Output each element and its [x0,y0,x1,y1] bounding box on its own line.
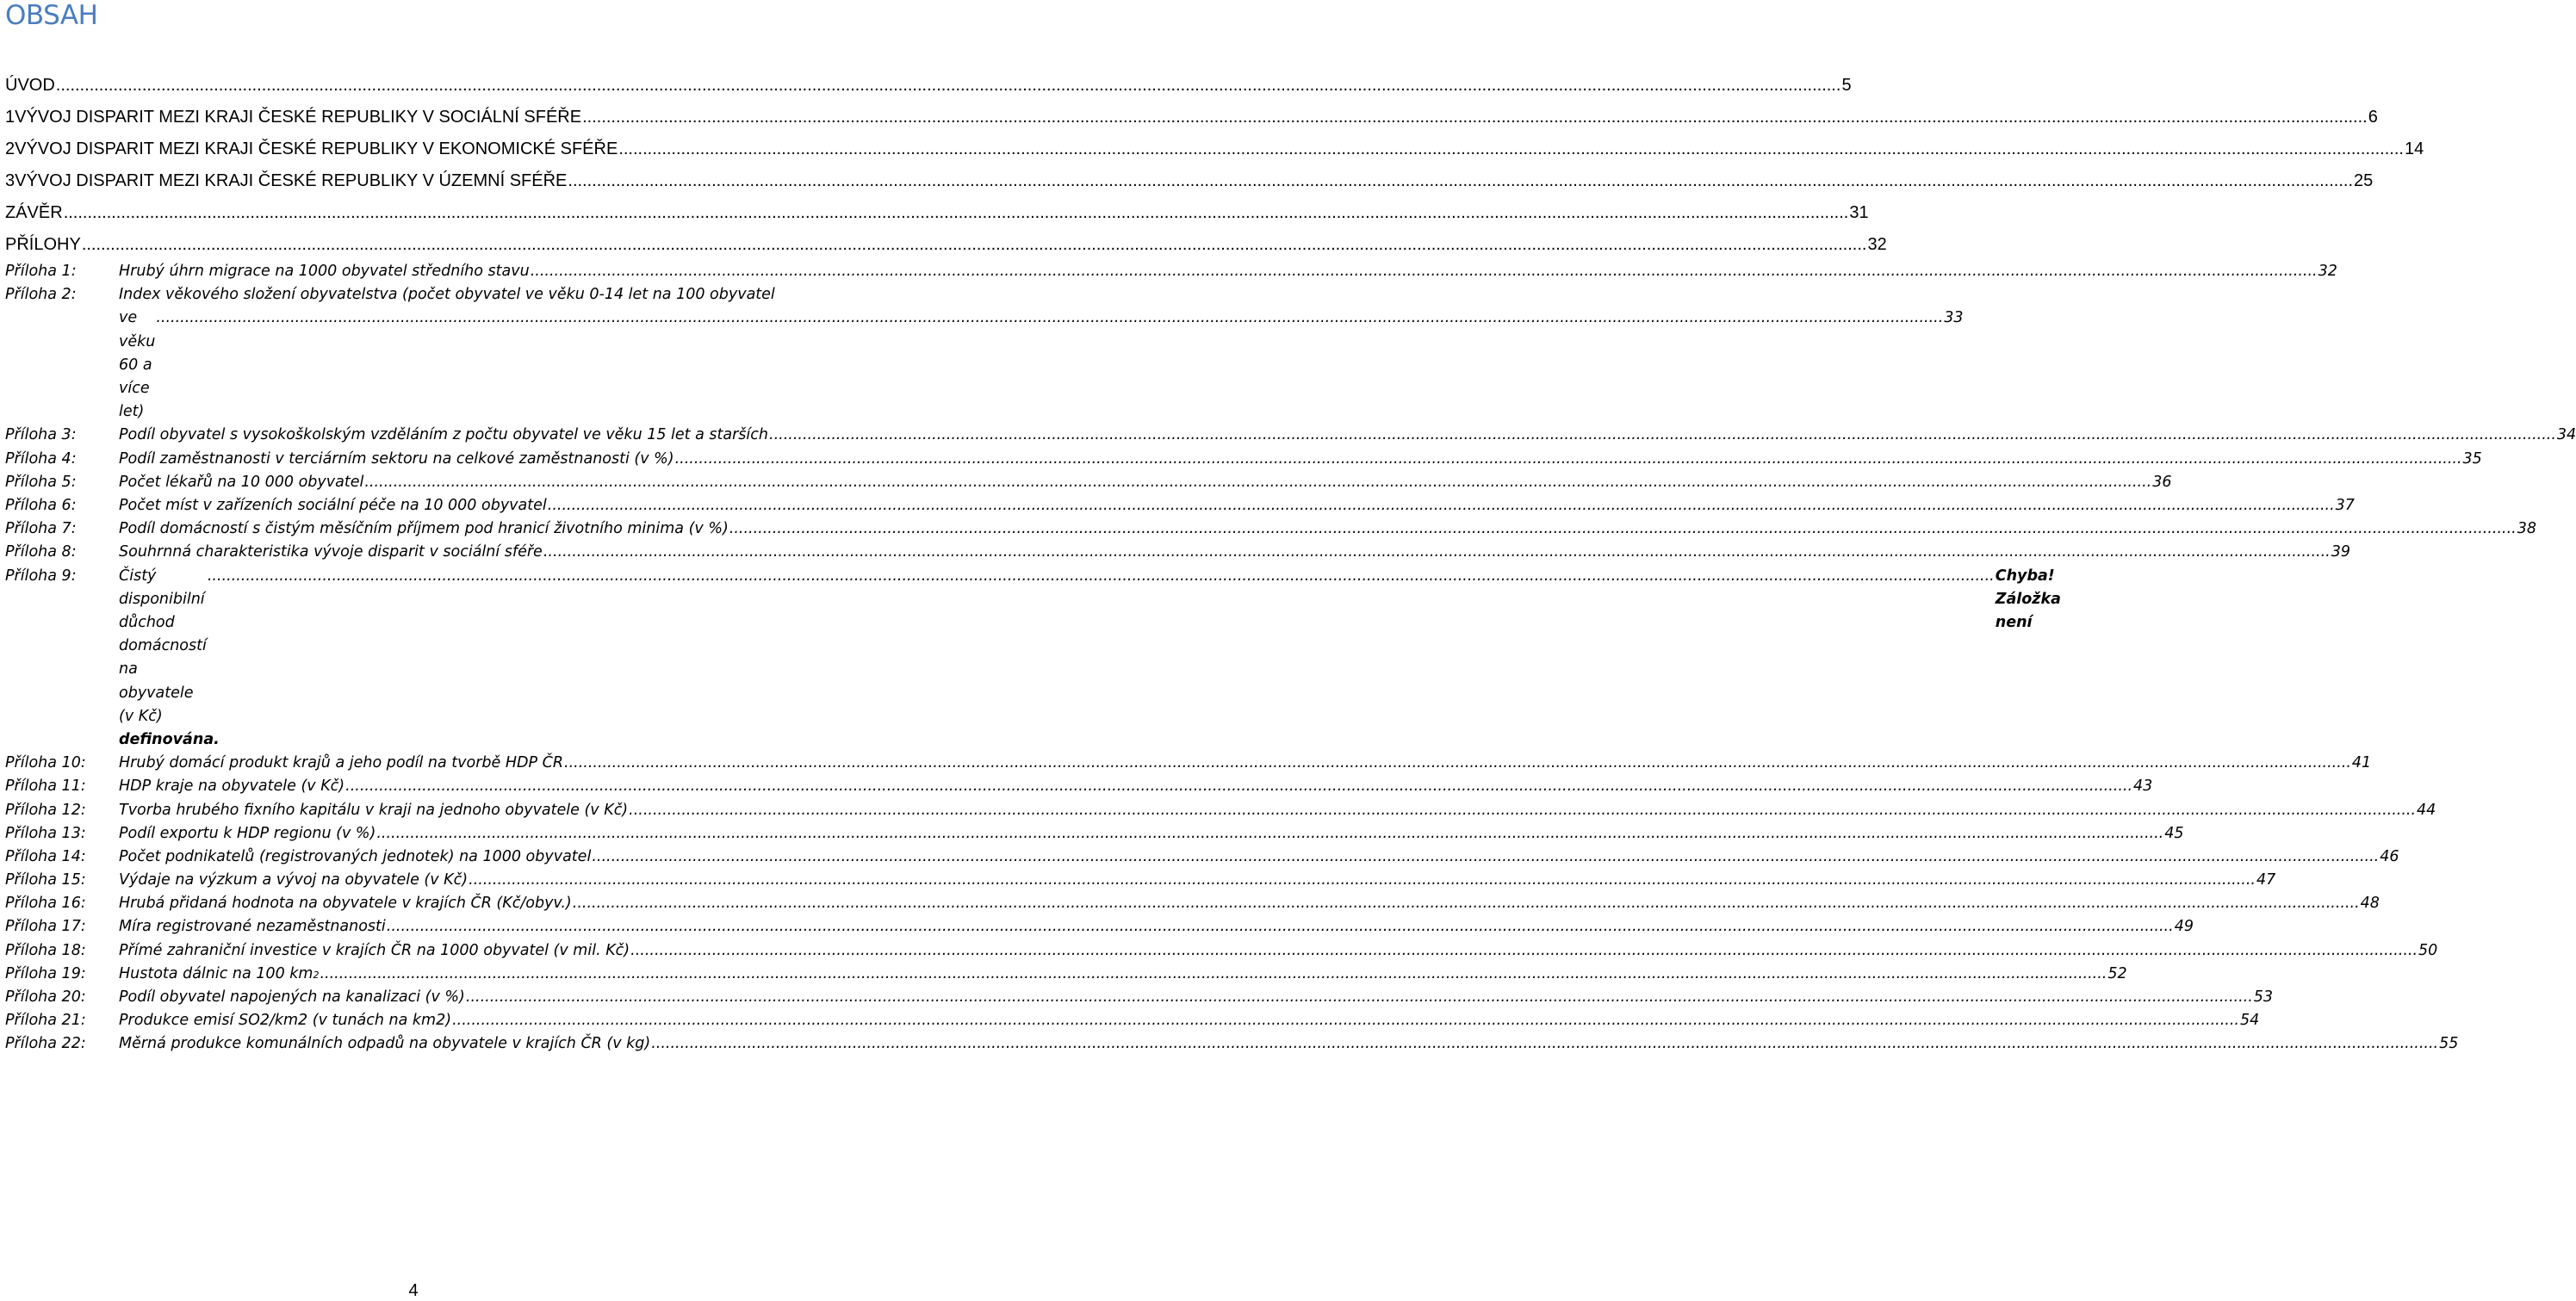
toc-entry-page: 5 [1841,76,1852,95]
appendix-page: 37 [2335,496,2355,514]
dot-leader [630,939,2418,963]
appendix-label: Příloha 3: [5,426,77,444]
appendix-label: Příloha 19: [5,964,86,982]
appendix-text: Čistý disponibilní důchod domácností na obyvatele (v Kč) [119,567,207,725]
appendix-label: Příloha 12: [5,801,86,819]
appendix-entry[interactable] [5,1009,2260,1032]
appendix-entry[interactable] [5,517,2536,541]
appendix-label: Příloha 15: [5,871,86,889]
toc-entry-page: 32 [1867,235,1887,254]
appendix-entry[interactable] [5,869,2276,892]
dot-leader [452,1009,2239,1032]
dot-leader [387,915,2174,939]
dot-leader [769,424,2556,447]
appendix-page: 54 [2239,1012,2260,1030]
toc-entry-page: 25 [2354,171,2374,190]
dot-leader [64,197,1849,229]
appendix-entry[interactable] [5,963,2127,986]
appendix-entry[interactable] [5,424,2576,447]
dot-leader [568,165,2353,197]
toc-entry-number: 2 [5,139,16,158]
dot-leader [543,541,2331,564]
appendix-text: Podíl zaměstnanosti v terciárním sektoru na celkové zaměstnanosti (v %) [119,449,674,468]
appendix-text: Podíl domácností s čistým měsíčním příjmem pod hranicí životního minima (v %) [119,520,729,538]
toc-entry[interactable] [5,197,1869,229]
dot-leader [364,471,2151,494]
appendix-entry[interactable] [5,846,2399,869]
dot-leader [376,822,2163,846]
bookmark-error: Chyba! Záložka není [1995,567,2061,631]
appendix-label: Příloha 14: [5,847,86,865]
appendix-text: Souhrnná charakteristika vývoje disparit v sociální sféře [119,543,543,561]
table-of-contents [5,70,2424,261]
appendix-text: Míra registrované nezaměstnanosti [119,918,386,936]
toc-entry-page: 14 [2404,139,2424,158]
appendix-text: Hrubá přidaná hodnota na obyvatele v krajích ČR (Kč/obyv.) [119,895,572,913]
appendix-entry[interactable] [5,939,2438,963]
dot-leader [729,517,2517,541]
appendix-entry[interactable] [5,799,2436,822]
superscript: 2 [313,969,320,981]
appendix-entry[interactable] [5,494,2355,517]
appendix-page: 44 [2417,801,2436,819]
appendix-label: Příloha 4: [5,449,77,468]
appendix-text: Podíl obyvatel s vysokoškolským vzděláním z počtu obyvatel ve věku 15 let a starších [119,426,768,444]
appendix-label: Příloha 11: [5,778,86,796]
appendix-entry[interactable] [5,986,2274,1009]
appendix-text-line: Index věkového složení obyvatelstva (počet obyvatel ve věku 0-14 let na 100 obyvatel [119,286,775,304]
appendix-label: Příloha 20: [5,988,86,1007]
toc-entry[interactable] [5,70,1852,102]
appendix-list [5,260,2576,1056]
toc-entry-text: ZÁVĚR [5,203,63,222]
dot-leader [320,963,2107,986]
dot-leader [675,448,2462,471]
appendix-page: 45 [2164,824,2184,842]
appendix-page: 39 [2331,543,2350,561]
appendix-page: 52 [2107,964,2127,982]
appendix-text: ve věku 60 a více let) [119,309,156,421]
appendix-page: 34 [2556,426,2576,444]
dot-leader [618,133,2404,165]
dot-leader [82,229,1867,261]
appendix-text: Měrná produkce komunálních odpadů na obyvatele v krajích ČR (v kg) [119,1035,651,1053]
appendix-entry[interactable] [5,822,2184,846]
appendix-text-line [119,565,2061,728]
appendix-text: Výdaje na výzkum a vývoj na obyvatele (v Kč) [119,871,469,889]
dot-leader [156,307,1943,330]
appendix-entry[interactable] [5,892,2380,915]
toc-entry-number: 1 [5,108,16,127]
dot-leader [629,799,2416,822]
appendix-page: 53 [2253,988,2274,1007]
appendix-page: 49 [2174,918,2194,936]
appendix-label: Příloha 10: [5,754,86,772]
toc-entry-page: 31 [1849,203,1869,222]
appendix-label: Příloha 21: [5,1012,86,1030]
appendix-text: Hrubý úhrn migrace na 1000 obyvatel středního stavu [119,263,530,280]
toc-entry-text: PŘÍLOHY [5,235,81,254]
toc-entry-text: VÝVOJ DISPARIT MEZI KRAJI ČESKÉ REPUBLIKY V ÚZEMNÍ SFÉŘE [15,171,568,190]
appendix-entry[interactable] [5,260,2337,283]
appendix-text-block [119,283,1964,424]
appendix-text: Produkce emisí SO2/km2 (v tunách na km2) [119,1012,452,1030]
toc-entry[interactable] [5,165,2374,197]
appendix-text: Podíl exportu k HDP regionu (v %) [119,824,376,842]
appendix-label: Příloha 1: [5,263,77,280]
appendix-text: Podíl obyvatel napojených na kanalizaci (v %) [119,988,465,1007]
appendix-entry[interactable] [5,775,2153,798]
appendix-text: Přímé zahraniční investice v krajích ČR na 1000 obyvatel (v mil. Kč) [119,941,630,959]
toc-entry[interactable] [5,102,2378,133]
dot-leader [573,892,2360,915]
dot-leader [548,494,2335,517]
bookmark-error-continued: definována. [119,730,220,748]
dot-leader [469,869,2256,892]
appendix-label: Příloha 2: [5,286,77,304]
appendix-page: 33 [1944,309,1964,327]
appendix-page: 35 [2462,449,2482,468]
toc-entry-number: 3 [5,171,16,190]
appendix-entry[interactable] [5,565,2061,753]
dot-leader [345,775,2132,798]
appendix-label: Příloha 8: [5,543,77,561]
appendix-page: 36 [2152,473,2172,491]
appendix-text-block [119,565,2061,753]
appendix-text-line [119,307,1964,424]
appendix-page: 43 [2133,778,2153,796]
appendix-label: Příloha 16: [5,895,86,913]
appendix-entry[interactable] [5,915,2194,939]
toc-entry-page: 6 [2368,108,2378,127]
appendix-entry[interactable] [5,448,2482,471]
toc-entry[interactable] [5,229,1887,261]
appendix-label: Příloha 17: [5,918,86,936]
appendix-page: 46 [2380,847,2399,865]
appendix-text: HDP kraje na obyvatele (v Kč) [119,778,345,796]
appendix-text: Počet lékařů na 10 000 obyvatel [119,473,364,491]
appendix-text: Hrubý domácí produkt krajů a jeho podíl na tvorbě HDP ČR [119,754,563,772]
dot-leader [56,70,1841,102]
appendix-entry[interactable] [5,1032,2459,1056]
page-title: OBSAH [5,0,98,31]
toc-entry[interactable] [5,133,2424,165]
appendix-page: 41 [2351,754,2372,772]
toc-entry-text: VÝVOJ DISPARIT MEZI KRAJI ČESKÉ REPUBLIKY V SOCIÁLNÍ SFÉŘE [15,108,582,127]
dot-leader [564,752,2351,775]
page-number: 4 [408,1281,419,1300]
appendix-entry[interactable] [5,541,2350,564]
dot-leader [592,846,2379,869]
appendix-label: Příloha 7: [5,520,77,538]
appendix-text: Počet podnikatelů (registrovaných jednotek) na 1000 obyvatel [119,847,592,865]
appendix-page: 48 [2360,895,2380,913]
appendix-text: Hustota dálnic na 100 km [119,964,313,982]
toc-entry-text: VÝVOJ DISPARIT MEZI KRAJI ČESKÉ REPUBLIKY V EKONOMICKÉ SFÉŘE [15,139,618,158]
dot-leader [651,1032,2438,1056]
appendix-page: 47 [2256,871,2276,889]
appendix-entry[interactable] [5,752,2372,775]
appendix-label: Příloha 5: [5,473,77,491]
appendix-entry[interactable] [5,471,2172,494]
appendix-label: Příloha 6: [5,496,77,514]
appendix-text: Počet míst v zařízeních sociální péče na 10 000 obyvatel [119,496,547,514]
dot-leader [531,260,2318,283]
appendix-page: 38 [2517,520,2536,538]
dot-leader [582,102,2368,133]
toc-entry-text: ÚVOD [5,76,55,95]
appendix-label: Příloha 18: [5,941,86,959]
appendix-label: Příloha 9: [5,567,77,585]
appendix-label: Příloha 13: [5,824,86,842]
appendix-entry[interactable] [5,283,1964,424]
appendix-page: 50 [2418,941,2438,959]
appendix-page: 32 [2318,263,2337,280]
appendix-label: Příloha 22: [5,1035,86,1053]
dot-leader [208,565,1995,588]
appendix-text: Tvorba hrubého fixního kapitálu v kraji na jednoho obyvatele (v Kč) [119,801,629,819]
appendix-page: 55 [2439,1035,2459,1053]
dot-leader [466,986,2253,1009]
